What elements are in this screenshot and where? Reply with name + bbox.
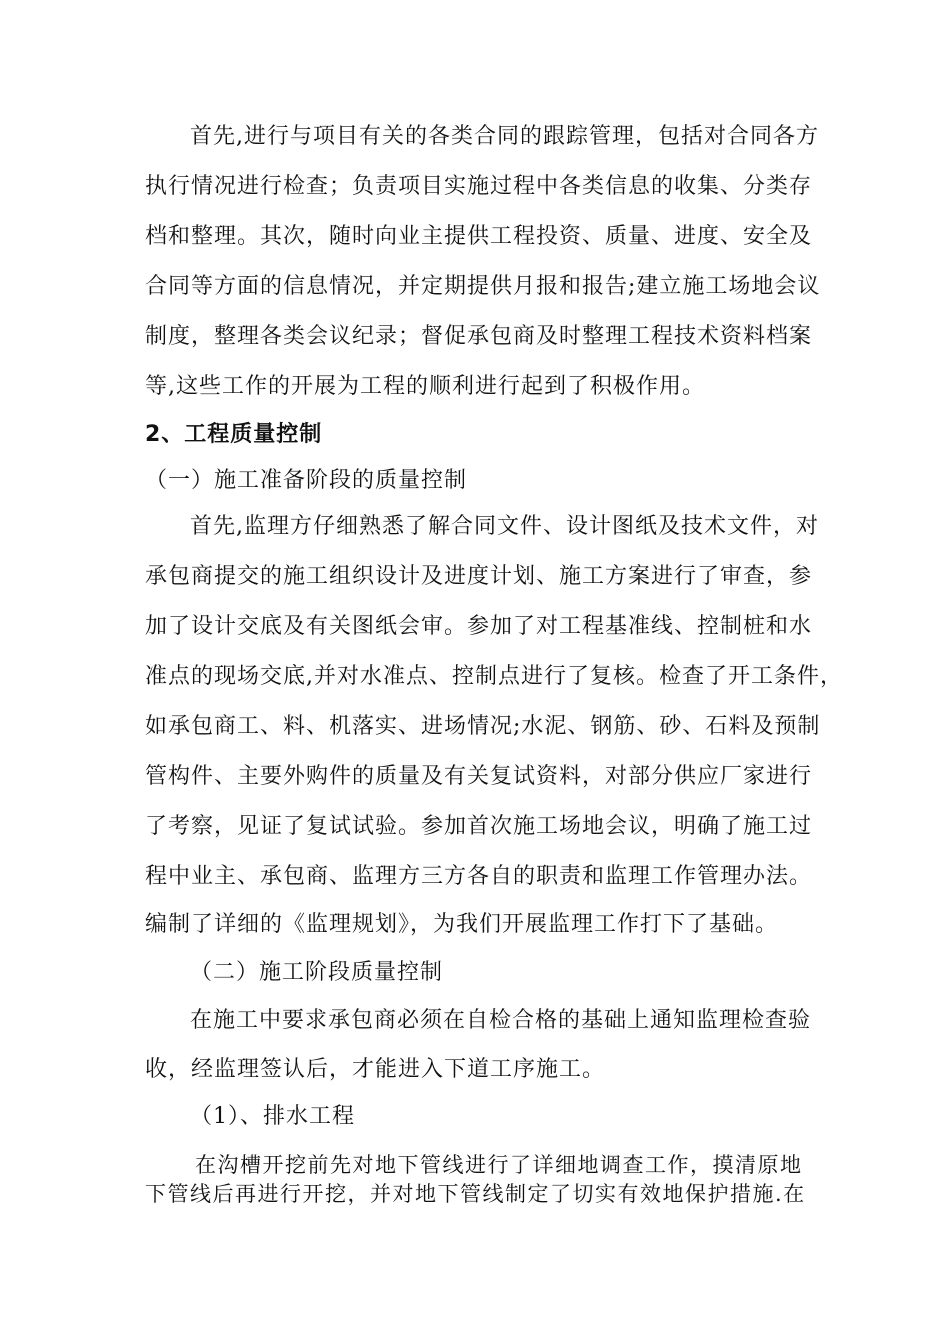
paragraph-line: 了考察，见证了复试试验。参加首次施工场地会议，明确了施工过 xyxy=(145,814,813,839)
paragraph-line: 首先,监理方仔细熟悉了解合同文件、设计图纸及技术文件，对 xyxy=(190,514,819,539)
paragraph-line: 准点的现场交底,并对水准点、控制点进行了复核。检查了开工条件， xyxy=(145,664,843,689)
paragraph-line: 首先,进行与项目有关的各类合同的跟踪管理，包括对合同各方 xyxy=(190,124,819,149)
paragraph-line: 制度，整理各类会议纪录；督促承包商及时整理工程技术资料档案 xyxy=(145,324,813,349)
paragraph-line: 收，经监理签认后，才能进入下道工序施工。 xyxy=(145,1057,606,1082)
paragraph-line: 下管线后再进行开挖，并对地下管线制定了切实有效地保护措施.在 xyxy=(145,1182,806,1206)
paragraph-line: 编制了详细的《监理规划》，为我们开展监理工作打下了基础。 xyxy=(145,912,779,937)
paragraph-line: 在施工中要求承包商必须在自检合格的基础上通知监理检查验 xyxy=(190,1008,812,1033)
paragraph-line: 如承包商工、料、机落实、进场情况;水泥、钢筋、砂、石料及预制 xyxy=(145,714,821,739)
item-heading: （1）、排水工程 xyxy=(190,1104,355,1129)
section-heading: 2、工程质量控制 xyxy=(145,422,323,447)
subsection-heading: （一）施工准备阶段的质量控制 xyxy=(145,468,468,493)
paragraph-line: 合同等方面的信息情况，并定期提供月报和报告;建立施工场地会议 xyxy=(145,274,821,299)
paragraph-line: 在沟槽开挖前先对地下管线进行了详细地调查工作，摸清原地 xyxy=(195,1153,803,1177)
paragraph-line: 加了设计交底及有关图纸会审。参加了对工程基准线、控制桩和水 xyxy=(145,614,813,639)
paragraph-line: 等,这些工作的开展为工程的顺利进行起到了积极作用。 xyxy=(145,374,705,399)
paragraph-line: 承包商提交的施工组织设计及进度计划、施工方案进行了审查，参 xyxy=(145,564,813,589)
paragraph-line: 执行情况进行检查；负责项目实施过程中各类信息的收集、分类存 xyxy=(145,174,813,199)
subsection-heading: （二）施工阶段质量控制 xyxy=(190,960,444,985)
paragraph-line: 档和整理。其次，随时向业主提供工程投资、质量、进度、安全及 xyxy=(145,224,813,249)
paragraph-line: 程中业主、承包商、监理方三方各自的职责和监理工作管理办法。 xyxy=(145,864,813,889)
paragraph-line: 管构件、主要外购件的质量及有关复试资料，对部分供应厂家进行 xyxy=(145,764,813,789)
